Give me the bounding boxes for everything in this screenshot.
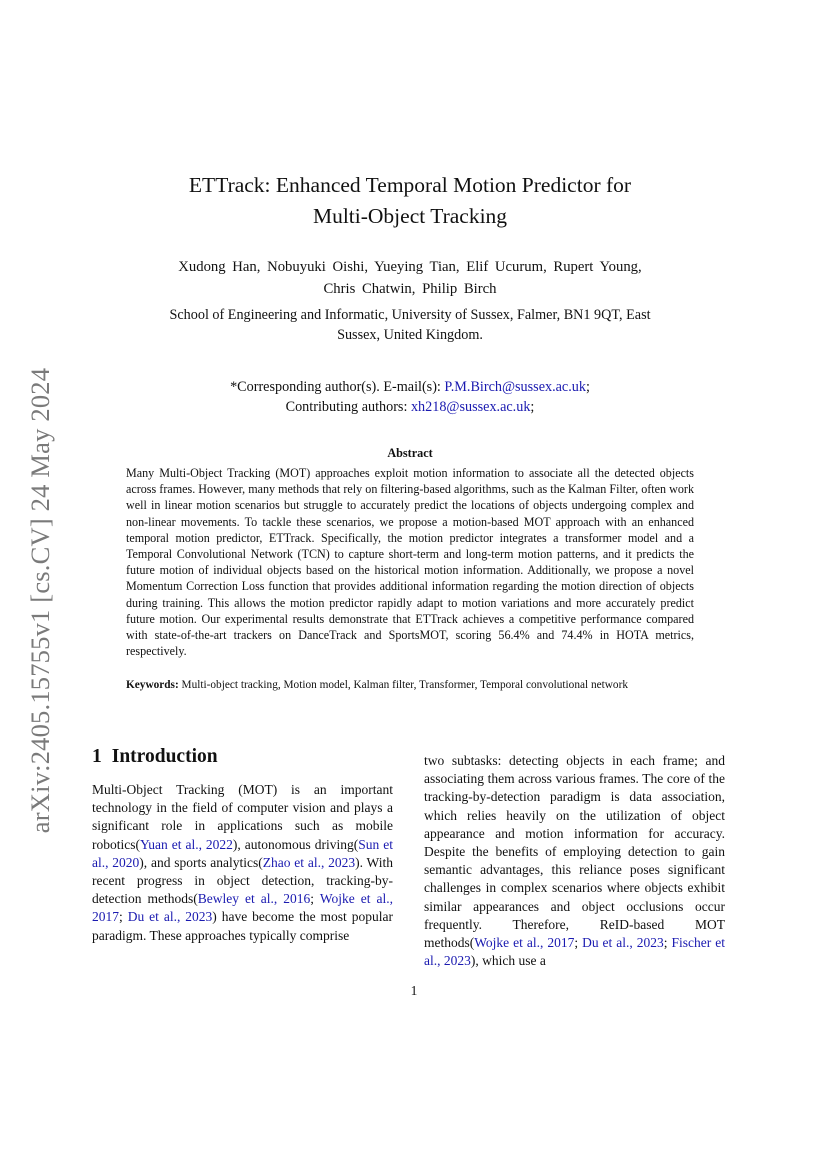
body-text: ; xyxy=(310,891,320,907)
body-text: ), which use a xyxy=(470,953,546,969)
section-heading-introduction xyxy=(92,746,218,768)
body-column-right xyxy=(424,752,725,970)
authors-line-2: Chris Chatwin, Philip Birch xyxy=(323,281,497,297)
title-line-2: Multi-Object Tracking xyxy=(312,204,508,228)
body-text: ), autonomous driving( xyxy=(232,836,359,852)
corresponding-suffix: ; xyxy=(585,379,590,395)
contributing-email-link[interactable]: xh218@sussex.ac.uk xyxy=(410,399,531,415)
author-list xyxy=(110,256,710,300)
citation-link[interactable]: Yuan et al., 2022 xyxy=(140,836,233,852)
body-text: ; xyxy=(574,935,583,951)
body-text: ). With recent progress in object detection, tracking-by-detection methods( xyxy=(92,854,393,907)
body-text: ; xyxy=(119,909,128,925)
paper-title xyxy=(120,170,700,232)
citation-link[interactable]: Du et al., 2023 xyxy=(582,935,664,951)
corresponding-label: *Corresponding author(s). E-mail(s): xyxy=(230,379,445,395)
body-column-left xyxy=(92,781,393,945)
affiliation-line-2: Sussex, United Kingdom. xyxy=(337,327,483,343)
section-number: 1 xyxy=(92,746,102,767)
keywords-text: Multi-object tracking, Motion model, Kalman filter, Transformer, Temporal convolutional network xyxy=(178,679,628,691)
citation-link[interactable]: Fischer et al., 2023 xyxy=(424,935,725,969)
contributing-author-line xyxy=(118,397,702,417)
affiliation xyxy=(118,305,702,345)
correspondence xyxy=(118,377,702,417)
authors-line-1: Xudong Han, Nobuyuki Oishi, Yueying Tian, Elif Ucurum, Rupert Young, xyxy=(178,259,642,275)
section-title: Introduction xyxy=(111,746,218,767)
citation-link[interactable]: Zhao et al., 2023 xyxy=(262,854,356,870)
body-text: Multi-Object Tracking (MOT) is an important technology in the field of computer vision and plays a significant role in applications such as mobile robotics( xyxy=(92,782,393,852)
abstract-heading: Abstract xyxy=(387,446,433,460)
keywords xyxy=(126,678,694,693)
citation-link[interactable]: Sun et al., 2020 xyxy=(92,836,393,870)
body-text: ; xyxy=(663,935,672,951)
citation-link[interactable]: Du et al., 2023 xyxy=(127,909,213,925)
page-number: 1 xyxy=(410,983,418,998)
corresponding-email-link[interactable]: P.M.Birch@sussex.ac.uk xyxy=(444,379,586,395)
arxiv-stamp xyxy=(16,350,66,850)
contributing-label: Contributing authors: xyxy=(285,399,411,415)
body-text: ), and sports analytics( xyxy=(139,854,263,870)
body-text: ) have become the most popular paradigm. These approaches typically comprise xyxy=(92,909,393,943)
affiliation-line-1: School of Engineering and Informatic, University of Sussex, Falmer, BN1 9QT, East xyxy=(169,307,651,323)
citation-link[interactable]: Wojke et al., 2017 xyxy=(92,891,393,925)
keywords-label: Keywords: xyxy=(126,679,179,691)
corresponding-author-line xyxy=(118,377,702,397)
contributing-suffix: ; xyxy=(530,399,535,415)
abstract-text: Many Multi-Object Tracking (MOT) approaches exploit motion information to associate all the detected objects across frames. However, many methods that rely on filtering-based algorithms, such as the Kalman Filter, often work well in linear motion scenarios but struggle to accurately predict the locations of objects undergoing complex and non-linear movements. To tackle these scenarios, we propose a motion-based MOT approach with an enhanced temporal motion predictor, ETTrack. Specifically, the motion predictor integrates a transformer model and a Temporal Convolutional Network (TCN) to capture short-term and long-term motion patterns, and it predicts the future motion of individual objects based on the historical motion information. Additionally, we propose a novel Momentum Correction Loss function that provides additional information regarding the motion direction of objects during training. This allows the motion predictor rapidly adapt to motion variations and more accurately predict future motion. Our experimental results demonstrate that ETTrack achieves a competitive performance compared with state-of-the-art trackers on DanceTrack and SportsMOT, scoring 56.4% and 74.4% in HOTA metrics, respectively. xyxy=(126,466,694,659)
title-line-1: ETTrack: Enhanced Temporal Motion Predictor for xyxy=(188,173,632,197)
arxiv-identifier: arXiv:2405.15755v1 [cs.CV] 24 May 2024 xyxy=(25,367,56,833)
body-text: two subtasks: detecting objects in each frame; and associating them across various frames. The core of the tracking-by-detection paradigm is data association, which relies heavily on the utilization of object appearance and motion information for accuracy. Despite the benefits of employing detection to gain semantic advantages, this reliance poses significant challenges in complex scenarios where objects exhibit similar appearances and object occlusions occur frequently. Therefore, ReID-based MOT methods( xyxy=(424,753,725,951)
citation-link[interactable]: Bewley et al., 2016 xyxy=(197,891,311,907)
citation-link[interactable]: Wojke et al., 2017 xyxy=(474,935,575,951)
